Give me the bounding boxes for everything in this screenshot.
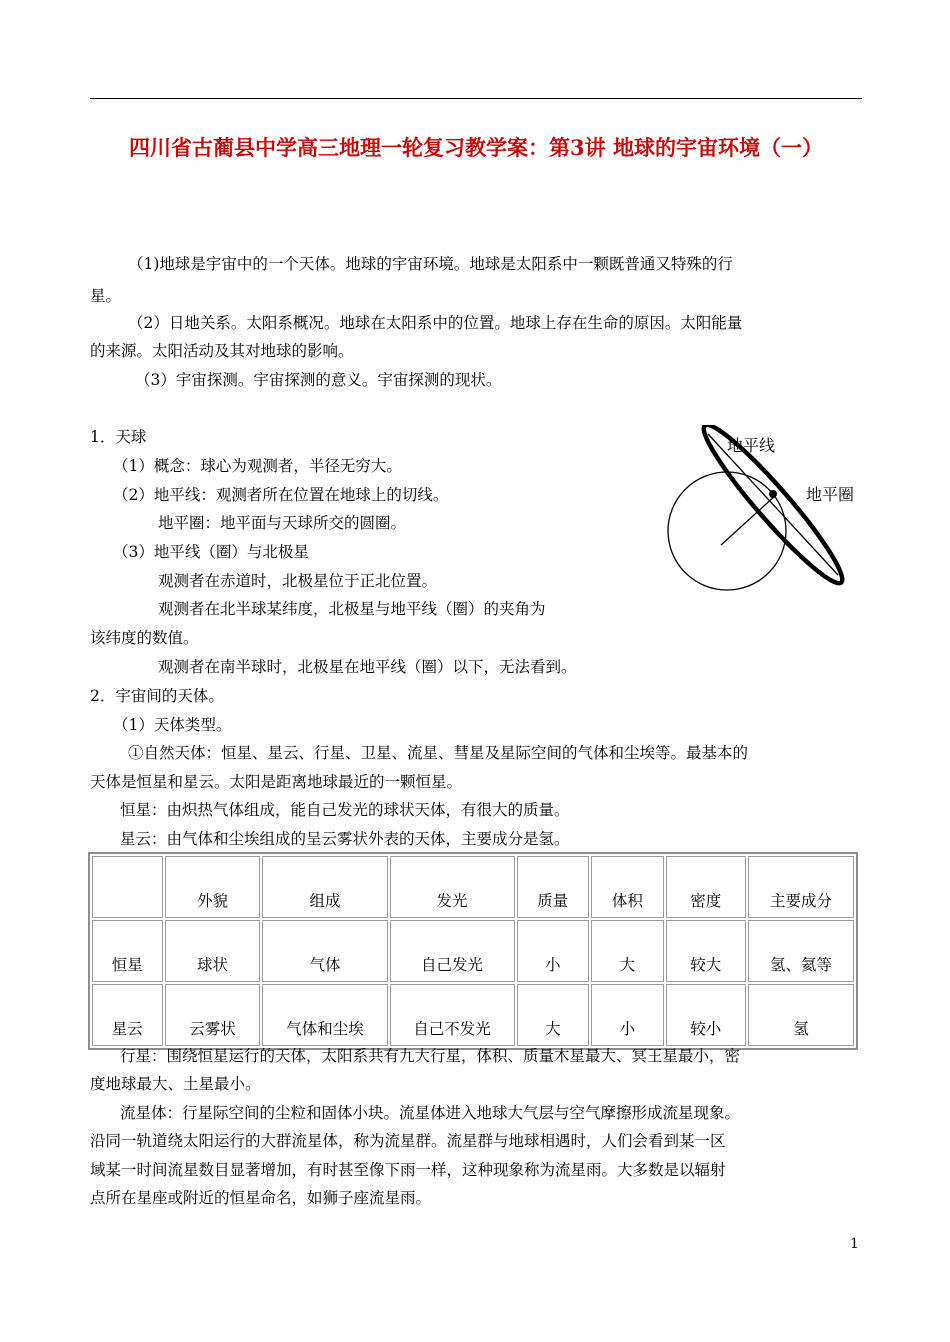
star-nebula-table: [88, 852, 858, 1050]
page-title: 四川省古蔺县中学高三地理一轮复习教学案：第3讲 地球的宇宙环境（一）: [129, 135, 823, 160]
page-number: 1: [850, 1236, 859, 1252]
intro-line-3: （2）日地关系。太阳系概况。地球在太阳系中的位置。地球上存在生命的原因。太阳能量: [128, 314, 743, 332]
table-row: [92, 920, 854, 982]
table-header-cell: 发光: [390, 856, 515, 918]
section2-line-4: 恒星：由炽热气体组成，能自己发光的球状天体，有很大的质量。: [120, 801, 570, 819]
section1-line-5: 观测者在赤道时，北极星位于正北位置。: [158, 572, 438, 590]
table-cell: 氢、氦等: [748, 920, 854, 982]
table-cell: 气体: [262, 920, 387, 982]
table-cell: 氢: [748, 984, 854, 1046]
table-header-cell: 组成: [262, 856, 387, 918]
after-table-line-1: 行星：围绕恒星运行的天体，太阳系共有九大行星，体积、质量木星最大、冥王星最小，密: [120, 1047, 741, 1065]
after-table-line-2: 度地球最大、土星最小。: [90, 1075, 261, 1093]
section2-heading: 2．宇宙间的天体。: [90, 687, 224, 705]
section1-line-6: 观测者在北半球某纬度，北极星与地平线（圈）的夹角为: [158, 600, 546, 618]
intro-line-1: （1)地球是宇宙中的一个天体。地球的宇宙环境。地球是太阳系中一颗既普通又特殊的行: [128, 255, 733, 273]
section1-line-7: 该纬度的数值。: [90, 629, 199, 647]
section2-line-3: 天体是恒星和星云。太阳是距离地球最近的一颗恒星。: [90, 773, 463, 791]
table-header-cell: 密度: [666, 856, 746, 918]
table-cell: 星云: [92, 984, 163, 1046]
table-cell: 气体和尘埃: [262, 984, 387, 1046]
section2-line-1: （1）天体类型。: [113, 716, 232, 734]
table-cell: 较大: [666, 920, 746, 982]
table-cell: 较小: [666, 984, 746, 1046]
table-cell: 小: [517, 920, 590, 982]
table-cell: 恒星: [92, 920, 163, 982]
after-table-line-5: 域某一时间流星数目显著增加，有时甚至像下雨一样，这种现象称为流星雨。大多数是以辐射: [90, 1161, 726, 1179]
label-horizon-line: 地平线: [727, 436, 776, 455]
section1-line-4: （3）地平线（圈）与北极星: [113, 543, 309, 561]
intro-line-4: 的来源。太阳活动及其对地球的影响。: [90, 342, 354, 360]
horizon-line: [708, 434, 838, 575]
intro-line-5: （3）宇宙探测。宇宙探测的意义。宇宙探测的现状。: [135, 371, 502, 389]
after-table-line-4: 沿同一轨道绕太阳运行的大群流星体，称为流星群。流星群与地球相遇时，人们会看到某一区: [90, 1132, 726, 1150]
table-header-cell: 质量: [517, 856, 590, 918]
table-cell: 自己不发光: [390, 984, 515, 1046]
label-horizon-circle: 地平圈: [806, 485, 855, 504]
section1-line-3: 地平圈：地平面与天球所交的圆圈。: [158, 514, 407, 532]
header-rule: [90, 98, 862, 99]
observer-dot: [769, 490, 777, 498]
table-row: [92, 984, 854, 1046]
table-cell: 大: [591, 920, 664, 982]
table-cell: 云雾状: [165, 984, 261, 1046]
table-cell: 球状: [165, 920, 261, 982]
table-cell: 自己发光: [390, 920, 515, 982]
earth-circle: [668, 472, 786, 590]
table-header-cell: 主要成分: [748, 856, 854, 918]
section1-line-2: （2）地平线：观测者所在位置在地球上的切线。: [113, 486, 449, 504]
section1-line-8: 观测者在南半球时，北极星在地平线（圈）以下，无法看到。: [158, 658, 577, 676]
table-cell: 大: [517, 984, 590, 1046]
table-header-row: [92, 856, 854, 918]
table-header-cell: 体积: [591, 856, 664, 918]
table-cell: 小: [591, 984, 664, 1046]
section1-line-1: （1）概念：球心为观测者，半径无穷大。: [113, 457, 402, 475]
section1-heading: 1．天球: [90, 428, 147, 446]
table-header-cell: 外貌: [165, 856, 261, 918]
after-table-line-6: 点所在星座或附近的恒星命名，如狮子座流星雨。: [90, 1189, 432, 1207]
intro-line-2: 星。: [90, 287, 122, 305]
section2-line-5: 星云：由气体和尘埃组成的呈云雾状外表的天体，主要成分是氢。: [120, 830, 570, 848]
celestial-sphere-diagram: [660, 425, 870, 600]
section2-line-2: ①自然天体：恒星、星云、行星、卫星、流星、彗星及星际空间的气体和尘埃等。最基本的: [128, 744, 749, 762]
after-table-line-3: 流星体：行星际空间的尘粒和固体小块。流星体进入地球大气层与空气摩擦形成流星现象。: [120, 1104, 741, 1122]
table-header-cell: [92, 856, 163, 918]
